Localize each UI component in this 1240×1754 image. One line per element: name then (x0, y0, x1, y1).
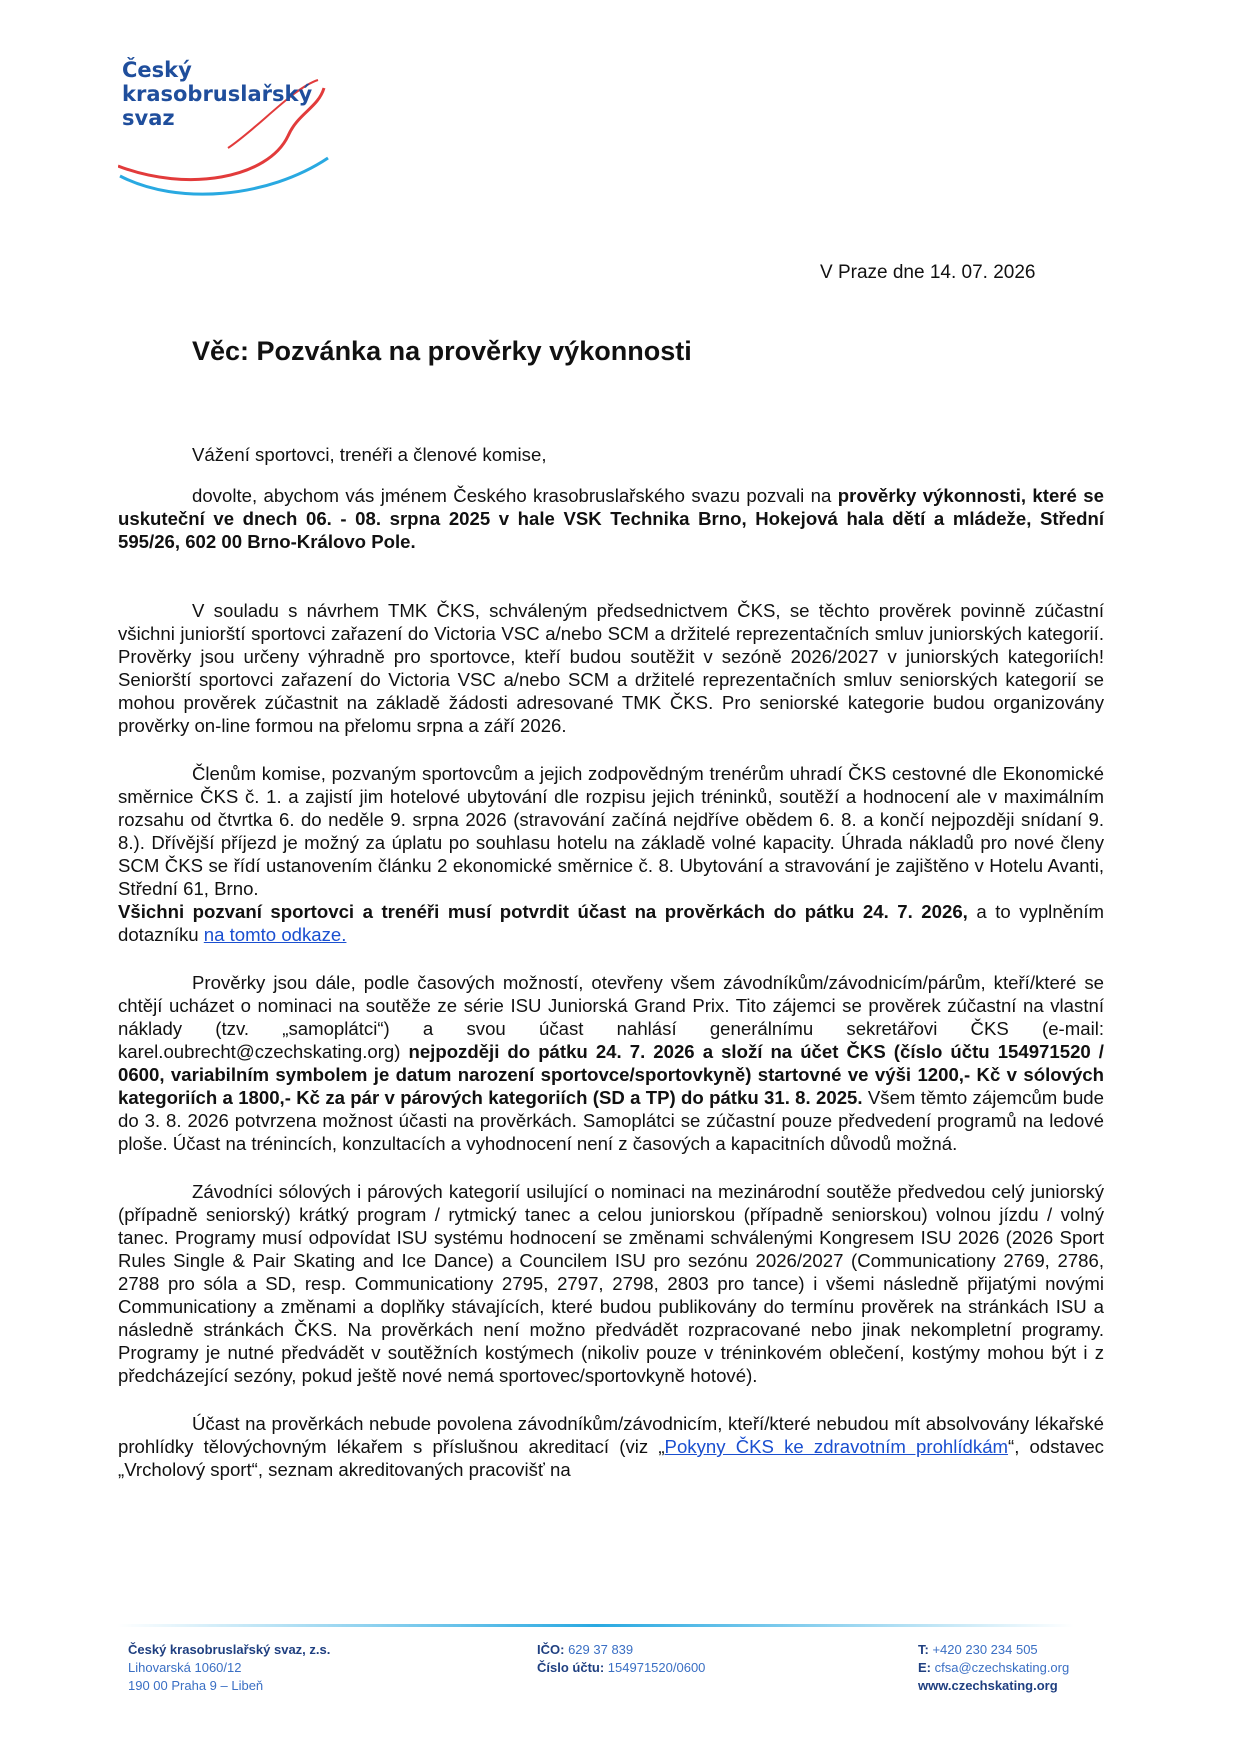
email-label: E: (918, 1660, 931, 1675)
p3-text: Členům komise, pozvaným sportovcům a jejich zodpovědným trenérům uhradí ČKS cestovné dle Ekonomické směrnice ČKS č. 1. a zajistí jim hotelové ubytování dle rozpisu jejich tréninků, soutěží a hodnocení ale v maximálním rozsahu od čtvrtka 6. do neděle 9. srpna 2026 (stravování začíná nejdříve obědem 6. 8. a končí nejpozději snídaní 9. 8.). Dřívější příjezd je možný za úplatu po souhlasu hotelu na základě volné kapacity. Úhrada nákladů pro nové členy SCM ČKS se řídí ustanovením článku 2 ekonomické směrnice č. 8. Ubytování a stravování je zajištěno v Hotelu Avanti, Střední 61, Brno. (118, 763, 1104, 899)
logo-line-1: Český (122, 58, 192, 82)
account-label: Číslo účtu: (537, 1660, 605, 1675)
footer-ids (537, 1641, 705, 1677)
footer-org: Český krasobruslařský svaz, z.s. (128, 1642, 331, 1657)
paragraph-5: Závodníci sólových i párových kategorií usilující o nominaci na mezinárodní soutěže předvedou celý juniorský (případně seniorský) krátký program / rytmický tanec a celou juniorskou (případně seniorskou) volnou jízdu / volný tanec. Programy musí odpovídat ISU systému hodnocení se změnami schválenými Kongresem ISU 2026 (2026 Sport Rules Single & Pair Skating and Ice Dance) a Councilem ISU pro sezónu 2026/2027 (Communicationy 2769, 2786, 2788 pro sóla a SD, resp. Communicationy 2795, 2797, 2798, 2803 pro tance) i všemi následně přijatými novými Communicationy a změnami a doplňky stávajících, které budou publikovány do termínu prověrek na stránkách ISU a následně stránkách ČKS. Na prověrkách není možno předvádět rozpracované nebo jinak nekompletní programy. Programy je nutné předvádět v soutěžních kostýmech (nikoliv pouze v tréninkovém oblečení, kostýmy mohou být i z předcházející sezóny, pokud ještě nové nemá sportovec/sportovkyně hotové). (118, 1181, 1104, 1386)
logo-line-2: krasobruslařský (122, 82, 313, 106)
account-value: 154971520/0600 (607, 1660, 706, 1675)
questionnaire-link[interactable]: na tomto odkaze. (203, 924, 347, 945)
paragraph-2: V souladu s návrhem TMK ČKS, schváleným předsednictvem ČKS, se těchto prověrek povinně zúčastní všichni juniorští sportovci zařazení do Victoria VSC a/nebo SCM a držitelé reprezentačních smluv juniorských kategorií. Prověrky jsou určeny výhradně pro sportovce, kteří budou soutěžit v sezóně 2026/2027 v juniorských kategoriích! Seniorští sportovci zařazení do Victoria VSC a/nebo SCM a držitelé reprezentačních smluv seniorských kategorií se mohou prověrek zúčastnit na základě žádosti adresované TMK ČKS. Pro seniorské kategorie budou organizovány prověrky on-line formou na přelomu srpna a září 2026. (118, 600, 1104, 736)
p3-bold: Všichni pozvaní sportovci a trenéři musí potvrdit účast na prověrkách do pátku 24. 7. 2026, (118, 901, 968, 922)
p4-bold: nejpozději do pátku 24. 7. 2026 a složí na účet ČKS (číslo účtu 154971520 / 0600, variabilním symbolem je datum narození sportovce/sportovkyně) startovné ve výši 1200,- Kč v sólových kategoriích a 1800,- Kč za pár v párových kategoriích (SD a TP) do pátku 31. 8. 2025. (118, 1041, 1104, 1108)
logo-line-3: svaz (122, 106, 175, 130)
logo (118, 58, 368, 208)
p1-bold: prověrky výkonnosti, které se uskuteční ve dnech 06. - 08. srpna 2025 v hale VSK Technika Brno, Hokejová hala dětí a mládeže, Střední 595/26, 602 00 Brno-Královo Pole. (118, 485, 1104, 552)
p4-text-2: Všem těmto zájemcům bude do 3. 8. 2026 potvrzena možnost účasti na prověrkách. Samoplátci se zúčastní pouze předvedení programů na ledové ploše. Účast na trénincích, konzultacích a vyhodnocení není z časových a kapacitních důvodů možná. (118, 1087, 1104, 1154)
ico-label: IČO: (537, 1642, 565, 1657)
footer-street: Lihovarská 1060/12 (128, 1660, 242, 1675)
ico-value: 629 37 839 (568, 1642, 634, 1657)
tel-label: T: (918, 1642, 929, 1657)
letter-date: V Praze dne 14. 07. 2026 (820, 262, 1036, 283)
p3-text-2: a to vyplněním dotazníku (118, 901, 1104, 945)
email-value[interactable]: cfsa@czechskating.org (934, 1660, 1070, 1675)
tel-value: +420 230 234 505 (932, 1642, 1038, 1657)
letter-body (118, 440, 1104, 1481)
footer-divider (118, 1624, 1074, 1627)
footer-city: 190 00 Praha 9 – Libeň (128, 1678, 264, 1693)
footer-contact (918, 1641, 1069, 1695)
paragraph-3 (118, 762, 1104, 946)
p6-text: Účast na prověrkách nebude povolena závodníkům/závodnicím, kteří/které nebudou mít absolvovány lékařské prohlídky tělovýchovným lékařem s příslušnou akreditací (viz „ (118, 1413, 1104, 1457)
paragraph-6 (118, 1412, 1104, 1481)
paragraph-1 (118, 484, 1104, 553)
medical-guidelines-link[interactable]: Pokyny ČKS ke zdravotním prohlídkám (664, 1436, 1009, 1457)
greeting: Vážení sportovci, trenéři a členové komise, (192, 444, 547, 465)
website-link[interactable]: www.czechskating.org (918, 1678, 1058, 1693)
letter-subject: Věc: Pozvánka na prověrky výkonnosti (192, 336, 692, 366)
footer-address (128, 1641, 330, 1695)
paragraph-4 (118, 971, 1104, 1155)
p4-text: Prověrky jsou dále, podle časových možností, otevřeny všem závodníkům/závodnicím/párům, kteří/které se chtějí ucházet o nominaci na soutěže ze série ISU Juniorská Grand Prix. Tito zájemci se prověrek zúčastní na vlastní náklady (tzv. „samoplátci“) a svou účast nahlásí generálnímu sekretářovi ČKS (e-mail: karel.oubrecht@czechskating.org) (118, 972, 1104, 1062)
p1-text: dovolte, abychom vás jménem Českého krasobruslařského svazu pozvali na (192, 485, 838, 506)
p6-text-2: “, odstavec „Vrcholový sport“, seznam akreditovaných pracovišť na (118, 1436, 1104, 1480)
